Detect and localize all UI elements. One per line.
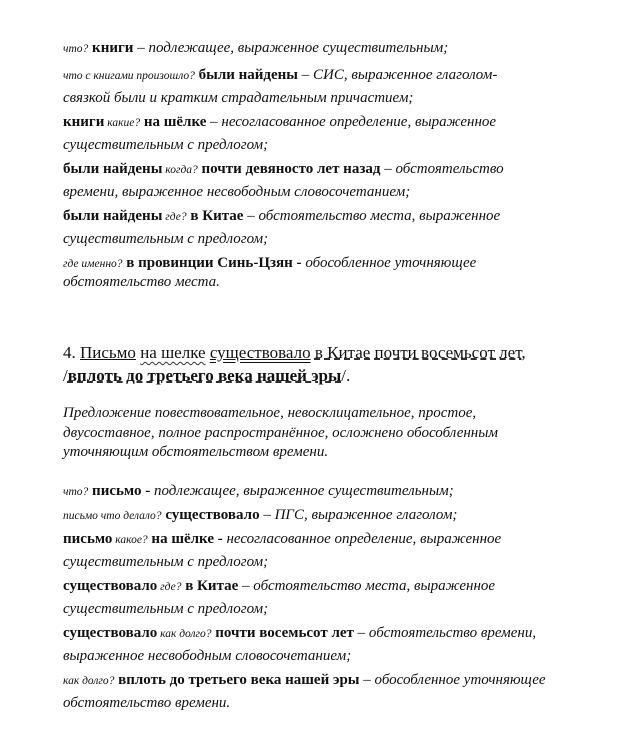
sentence-member: книги — [92, 40, 134, 56]
analysis-line — [63, 576, 495, 597]
subject-word: Письмо — [80, 343, 136, 362]
sentence-member: были найдены — [198, 67, 299, 83]
question-text: письмо что делало? — [63, 510, 162, 522]
bracket-mark: / — [63, 366, 68, 385]
analysis-line — [63, 693, 230, 713]
analysis-line — [63, 529, 501, 550]
sentence-heading — [63, 343, 526, 363]
member-description: – обособленное уточняющее — [359, 672, 546, 688]
isolated-adverbial: вплоть до третьего века нашей эры — [67, 366, 342, 385]
sentence-member: на шёлке - — [147, 531, 223, 547]
analysis-line — [63, 38, 448, 59]
member-description: – обстоятельство места, выраженное — [243, 208, 501, 224]
sentence-member: были найдены — [63, 208, 163, 224]
member-description: – ПГС, выраженное глаголом; — [259, 507, 458, 523]
member-description: – обстоятельство — [380, 161, 504, 177]
sentence-member: существовало — [63, 578, 158, 594]
member-description: – обстоятельство места, выраженное — [238, 578, 496, 594]
member-description: – подлежащее, выраженное существительным; — [133, 40, 449, 56]
bracket-mark: /. — [341, 366, 351, 385]
sentence-member: существовало — [161, 507, 260, 523]
description-line: двусоставное, полное распространённое, осложнено обособленным — [63, 425, 498, 441]
question-text: где? — [162, 211, 187, 223]
analysis-line — [63, 481, 454, 502]
analysis-line — [63, 272, 220, 292]
member-description: существительным с предлогом; — [63, 231, 269, 247]
analysis-line — [63, 670, 546, 691]
sentence-member: в Китае — [181, 578, 239, 594]
member-description: существительным с предлогом; — [63, 554, 269, 570]
member-description: – обстоятельство времени, — [353, 625, 537, 641]
member-description: обособленное уточняющее — [301, 255, 477, 271]
question-text: где именно? — [63, 258, 123, 270]
member-description: существительным с предлогом; — [63, 137, 269, 153]
sentence-member: существовало — [63, 625, 158, 641]
description-line: Предложение повествовательное, невосклицательное, простое, — [63, 405, 477, 421]
sentence-member: в провинции Синь-Цзян - — [122, 255, 302, 271]
member-description: связкой были и кратким страдательным причастием; — [63, 90, 414, 106]
question-text: когда? — [162, 164, 198, 176]
adverbial-phrase: в Китае — [314, 343, 371, 362]
question-text: что? — [63, 43, 89, 55]
analysis-line — [63, 135, 268, 155]
sentence-member: на шёлке — [140, 114, 207, 130]
description-line: уточняющим обстоятельством времени. — [63, 444, 329, 460]
analysis-line — [63, 206, 500, 227]
sentence-member: книги — [63, 114, 105, 130]
member-description: выраженное несвободным словосочетанием; — [63, 648, 352, 664]
analysis-line — [63, 65, 497, 86]
analysis-line — [63, 159, 504, 180]
member-description: обстоятельство времени. — [63, 695, 231, 711]
member-description: существительным с предлогом; — [63, 601, 269, 617]
sentence-member: почти девяносто лет назад — [197, 161, 381, 177]
analysis-line — [63, 646, 351, 666]
sentence-member: вплоть до третьего века нашей эры — [114, 672, 360, 688]
analysis-line — [63, 112, 496, 133]
member-description: подлежащее, выраженное существительным; — [150, 483, 454, 499]
analysis-line — [63, 599, 268, 619]
question-text: какие? — [104, 117, 141, 129]
member-description: обстоятельство места. — [63, 274, 220, 290]
question-text: как долго? — [63, 675, 115, 687]
member-description: – СИС, выраженное глаголом- — [298, 67, 498, 83]
question-text: как долго? — [157, 628, 212, 640]
analysis-line — [63, 623, 536, 644]
question-text: что с книгами произошло? — [63, 70, 195, 82]
member-description: – несогласованное определение, выраженное — [206, 114, 497, 130]
question-text: какое? — [112, 534, 148, 546]
analysis-line — [63, 182, 410, 202]
question-text: что? — [63, 486, 89, 498]
sentence-member: письмо — [63, 531, 113, 547]
sentence-member: в Китае — [186, 208, 244, 224]
member-description: времени, выраженное несвободным словосочетанием; — [63, 184, 411, 200]
analysis-line — [63, 229, 268, 249]
analysis-line — [63, 505, 457, 526]
sentence-number: 4. — [63, 343, 76, 362]
question-text: где? — [157, 581, 182, 593]
member-description: несогласованное определение, выраженное — [222, 531, 502, 547]
sentence-heading-continued — [63, 366, 350, 386]
sentence-member: почти восемьсот лет — [211, 625, 354, 641]
analysis-line — [63, 552, 268, 572]
analysis-line — [63, 88, 413, 108]
analysis-line — [63, 253, 476, 274]
attribute-phrase: на шелке — [140, 343, 206, 362]
sentence-member: были найдены — [63, 161, 163, 177]
adverbial-phrase: почти восемьсот лет, — [374, 343, 526, 362]
predicate-word: существовало — [209, 343, 311, 362]
sentence-member: письмо - — [88, 483, 151, 499]
